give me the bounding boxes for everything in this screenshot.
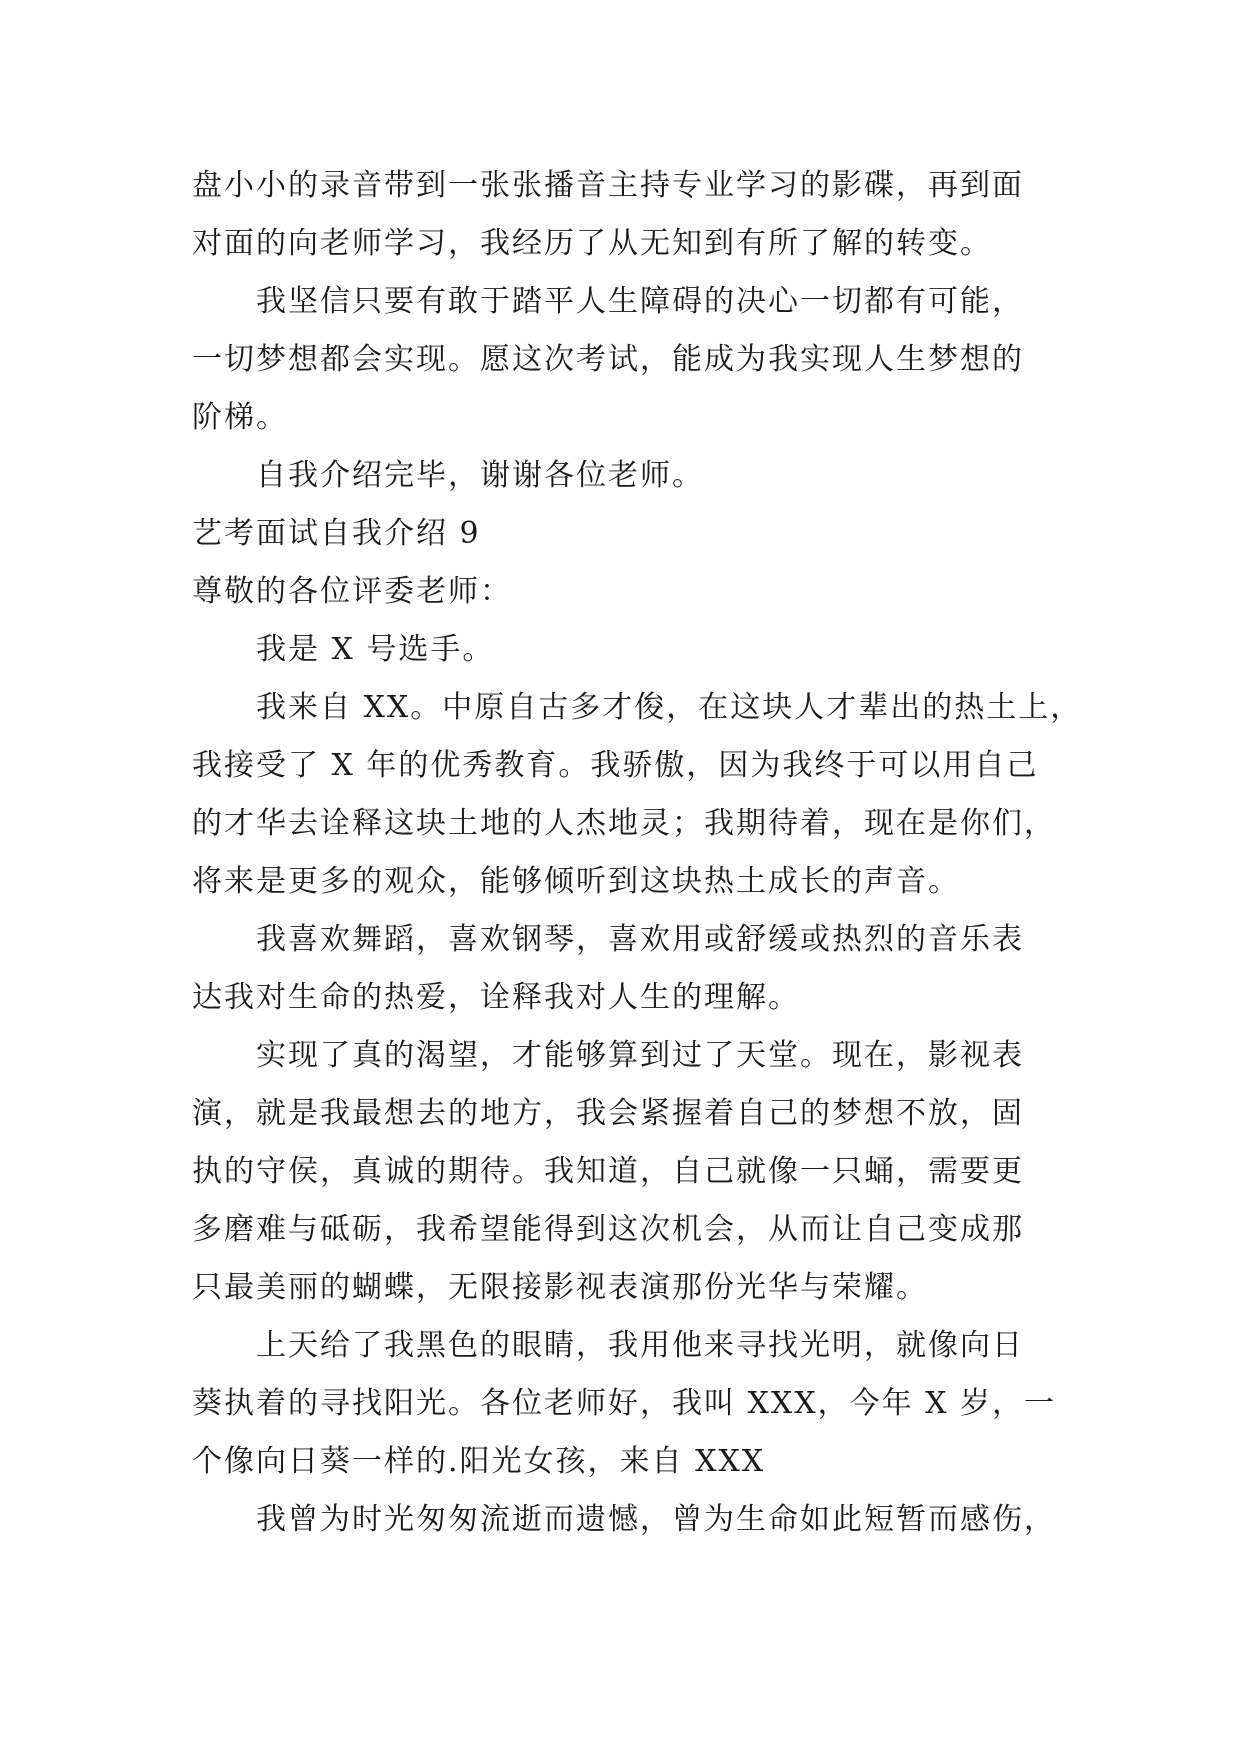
- body-text-line: 我喜欢舞蹈，喜欢钢琴，喜欢用或舒缓或热烈的音乐表: [256, 922, 1024, 957]
- body-text-line: 葵执着的寻找阳光。各位老师好，我叫 XXX，今年 X 岁，一: [192, 1386, 1057, 1421]
- body-text-line: 多磨难与砥砺，我希望能得到这次机会，从而让自己变成那: [192, 1212, 1024, 1247]
- body-text-line: 对面的向老师学习，我经历了从无知到有所了解的转变。: [192, 226, 992, 261]
- body-text-line: 一切梦想都会实现。愿这次考试，能成为我实现人生梦想的: [192, 342, 1024, 377]
- body-text-line: 个像向日葵一样的.阳光女孩，来自 XXX: [192, 1444, 766, 1479]
- body-text-line: 的才华去诠释这块土地的人杰地灵；我期待着，现在是你们，: [192, 806, 1056, 841]
- body-text-line: 实现了真的渴望，才能够算到过了天堂。现在，影视表: [256, 1038, 1024, 1073]
- body-text-line: 将来是更多的观众，能够倾听到这块热土成长的声音。: [192, 864, 960, 899]
- body-text-line: 演，就是我最想去的地方，我会紧握着自己的梦想不放，固: [192, 1096, 1024, 1131]
- body-text-line: 执的守侯，真诚的期待。我知道，自己就像一只蛹，需要更: [192, 1154, 1024, 1189]
- body-text-line: 达我对生命的热爱，诠释我对人生的理解。: [192, 980, 800, 1015]
- body-text-line: 我坚信只要有敢于踏平人生障碍的决心一切都有可能，: [256, 284, 1024, 319]
- body-text-line: 我曾为时光匆匆流逝而遗憾，曾为生命如此短暂而感伤，: [256, 1502, 1056, 1537]
- body-text-line: 我接受了 X 年的优秀教育。我骄傲，因为我终于可以用自己: [192, 748, 1039, 783]
- body-text-line: 我来自 XX。中原自古多才俊，在这块人才辈出的热土上，: [256, 690, 1083, 725]
- body-text-line: 上天给了我黑色的眼睛，我用他来寻找光明，就像向日: [256, 1328, 1024, 1363]
- section-heading: 艺考面试自我介绍 9: [192, 516, 481, 551]
- salutation: 尊敬的各位评委老师：: [192, 574, 512, 609]
- body-text-line: 盘小小的录音带到一张张播音主持专业学习的影碟，再到面: [192, 168, 1024, 203]
- body-text-line: 只最美丽的蝴蝶，无限接影视表演那份光华与荣耀。: [192, 1270, 928, 1305]
- body-text-line: 自我介绍完毕，谢谢各位老师。: [256, 458, 704, 493]
- body-text-line: 我是 X 号选手。: [256, 632, 495, 667]
- body-text-line: 阶梯。: [192, 400, 288, 435]
